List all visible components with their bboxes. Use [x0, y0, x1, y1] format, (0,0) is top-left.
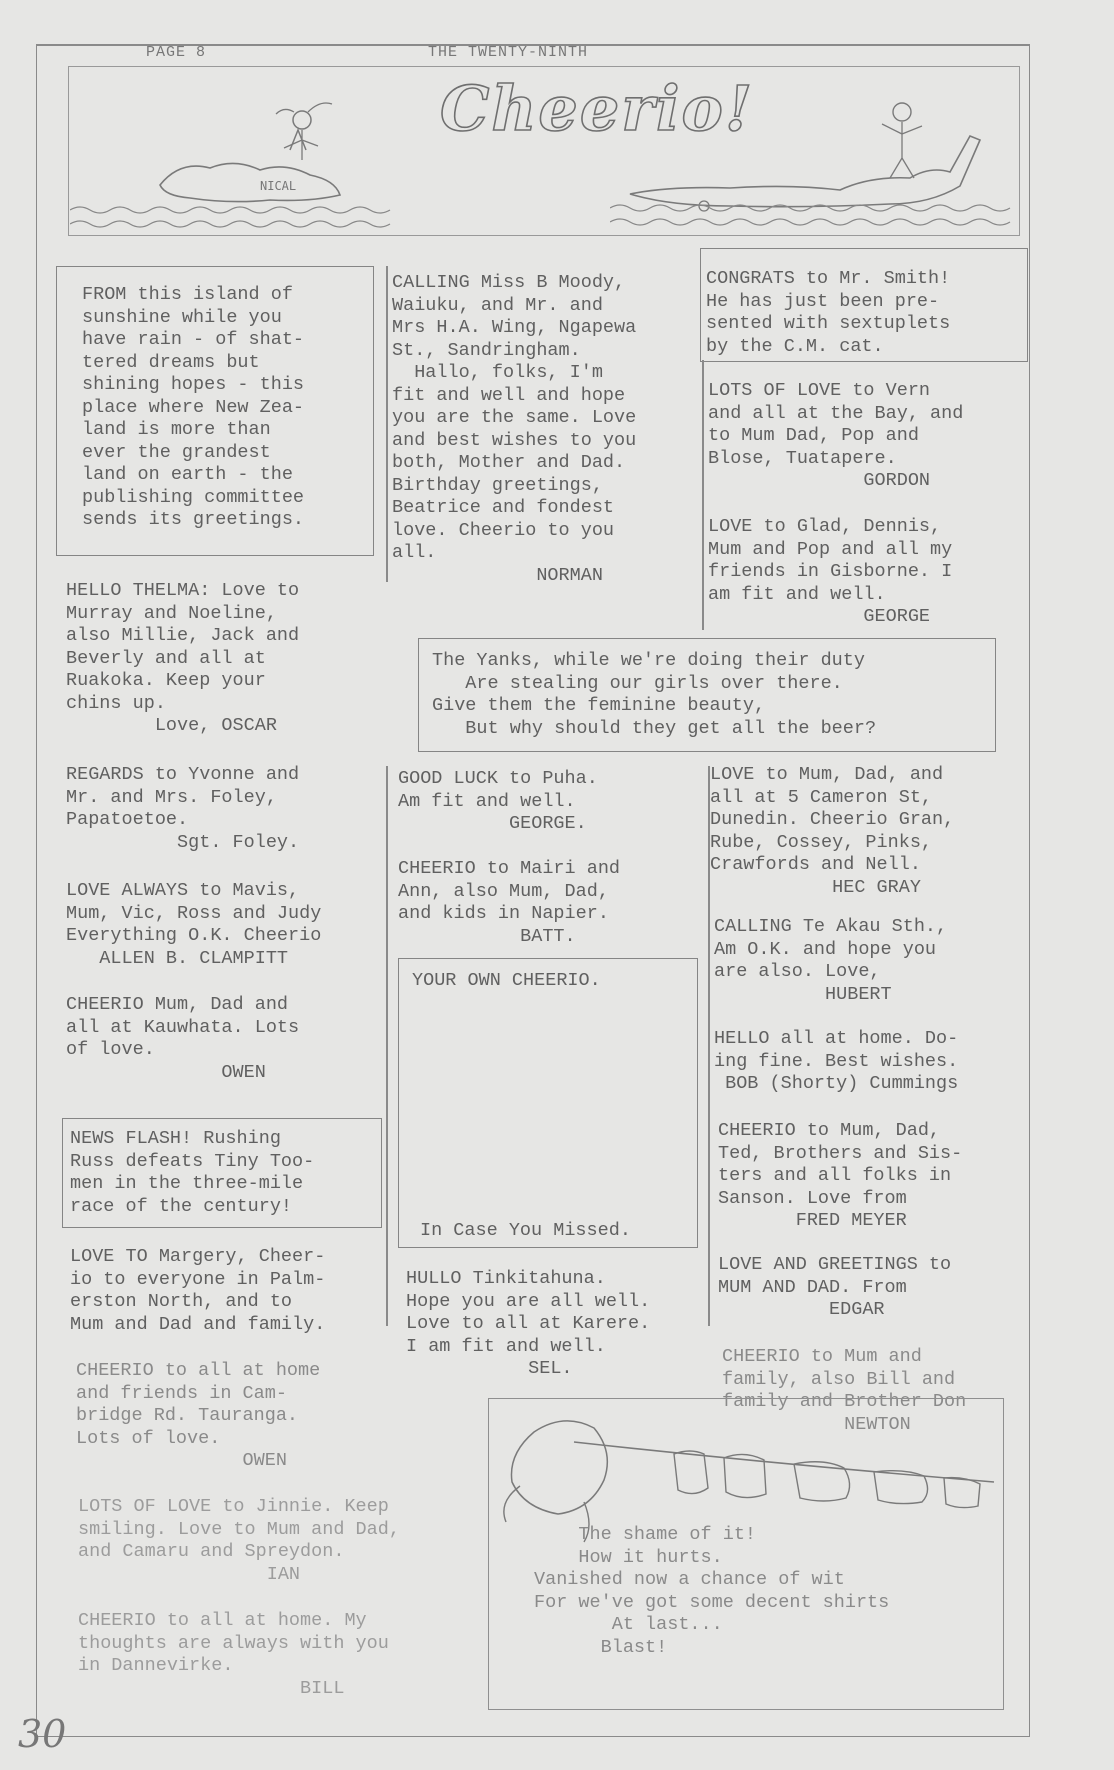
page-label: PAGE 8: [146, 44, 207, 61]
message-hubert: CALLING Te Akau Sth., Am O.K. and hope you are also. Love, HUBERT: [714, 916, 948, 1005]
ship-drawing-right: [610, 96, 1020, 236]
poem-yanks-text: The Yanks, while we're doing their duty Are stealing our girls over there. Give them the feminine beauty, But why should they get all the beer?: [432, 650, 877, 739]
news-flash-text: NEWS FLASH! Rushing Russ defeats Tiny Too- men in the three-mile race of the century!: [70, 1128, 315, 1217]
message-margery: LOVE TO Margery, Cheer- io to everyone in Palm- erston North, and to Mum and Dad and family.: [70, 1246, 326, 1335]
message-newton: CHEERIO to Mum and family, also Bill and family and Brother Don NEWTON: [722, 1346, 967, 1435]
your-own-cheerio-box[interactable]: [398, 958, 698, 1248]
message-batt: CHEERIO to Mairi and Ann, also Mum, Dad, and kids in Napier. BATT.: [398, 858, 621, 947]
message-congrats: CONGRATS to Mr. Smith! He has just been pre- sented with sextuplets by the C.M. cat.: [706, 268, 951, 357]
handwritten-page-number: 30: [18, 1712, 67, 1756]
message-clampitt: LOVE ALWAYS to Mavis, Mum, Vic, Ross and Judy Everything O.K. Cheerio ALLEN B. CLAMPITT: [66, 880, 322, 969]
message-bill: CHEERIO to all at home. My thoughts are always with you in Dannevirke. BILL: [78, 1610, 389, 1699]
message-ian: LOTS OF LOVE to Jinnie. Keep smiling. Love to Mum and Dad, and Camaru and Spreydon. IAN: [78, 1496, 400, 1585]
island-drawing-left: [70, 90, 400, 240]
message-george: GOOD LUCK to Puha. Am fit and well. GEORGE.: [398, 768, 598, 834]
message-owen-1: CHEERIO Mum, Dad and all at Kauwhata. Lots of love. OWEN: [66, 994, 300, 1083]
message-gordon: LOTS OF LOVE to Vern and all at the Bay, and to Mum Dad, Pop and Blose, Tuatapere. GORDON: [708, 380, 964, 491]
column-rule-2: [386, 266, 388, 582]
intro-text: FROM this island of sunshine while you have rain - of shat- tered dreams but shining hopes - this place where New Zea- land is more than ever the grandest land on earth - the publishing committee sends its greetings.: [82, 284, 305, 530]
message-edgar: LOVE AND GREETINGS to MUM AND DAD. From EDGAR: [718, 1254, 952, 1320]
message-owen-2: CHEERIO to all at home and friends in Cam- bridge Rd. Tauranga. Lots of love. OWEN: [76, 1360, 321, 1471]
your-own-cheerio-footer: In Case You Missed.: [420, 1220, 631, 1241]
poem-shame: The shame of it! How it hurts. Vanished now a chance of wit For we've got some decent shirts At last... Blast!: [534, 1524, 890, 1658]
message-sel: HULLO Tinkitahuna. Hope you are all well. Love to all at Karere. I am fit and well. SEL.: [406, 1268, 651, 1379]
masthead-title: Cheerio!: [440, 72, 755, 145]
paper-name: THE TWENTY-NINTH: [428, 44, 589, 61]
column-rule-2b: [386, 766, 388, 1326]
message-hec-gray: LOVE to Mum, Dad, and all at 5 Cameron St, Dunedin. Cheerio Gran, Rube, Cossey, Pinks, Crawfords and Nell. HEC GRAY: [710, 764, 955, 898]
message-george-2: LOVE to Glad, Dennis, Mum and Pop and all my friends in Gisborne. I am fit and well. GEORGE: [708, 516, 953, 627]
message-oscar: HELLO THELMA: Love to Murray and Noeline, also Millie, Jack and Beverly and all at Ruakoka. Keep your chins up. Love, OSCAR: [66, 580, 300, 736]
message-foley: REGARDS to Yvonne and Mr. and Mrs. Foley, Papatoetoe. Sgt. Foley.: [66, 764, 300, 853]
message-fred-meyer: CHEERIO to Mum, Dad, Ted, Brothers and Sis- ters and all folks in Sanson. Love from FRED MEYER: [718, 1120, 963, 1231]
your-own-cheerio-heading: YOUR OWN CHEERIO.: [412, 970, 601, 991]
message-norman: CALLING Miss B Moody, Waiuku, and Mr. and Mrs H.A. Wing, Ngapewa St., Sandringham. Hallo, folks, I'm fit and well and hope you are the same. Love and best wishes to you both, Mother and Dad. Birthday greetings, Beatrice and fondest love. Cheerio to you all. NORMAN: [392, 272, 637, 586]
message-bob: HELLO all at home. Do- ing fine. Best wishes. BOB (Shorty) Cummings: [714, 1028, 959, 1094]
island-label: NICAL: [260, 179, 297, 193]
column-rule-3: [702, 360, 704, 630]
